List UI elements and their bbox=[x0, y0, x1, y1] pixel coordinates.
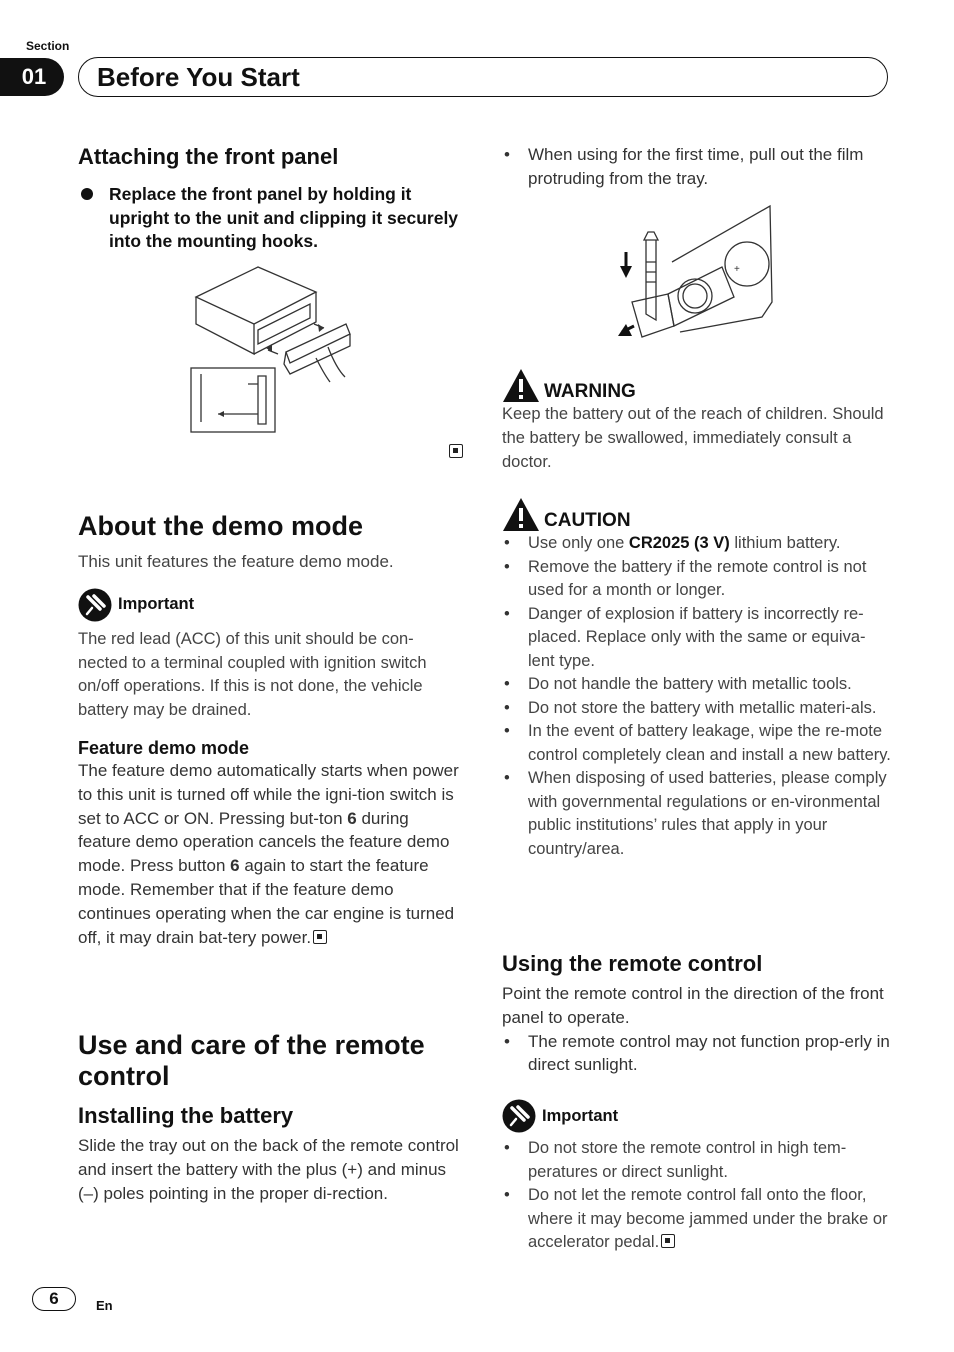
button-6-label: 6 bbox=[347, 808, 357, 828]
important-item-text: Do not let the remote control fall onto the floor, where it may become jammed under the brake or accelerator pedal. bbox=[528, 1186, 888, 1252]
installing-battery-text: Slide the tray out on the back of the remote control and insert the battery with the plus (+) and minus (–) poles pointing in the proper di-rection. bbox=[78, 1136, 459, 1203]
section-label: Section bbox=[26, 39, 70, 53]
important-icon bbox=[78, 588, 112, 622]
feature-demo-text bbox=[78, 759, 463, 949]
caution-block bbox=[502, 497, 892, 861]
caution-triangle-icon bbox=[502, 497, 540, 532]
feature-text-3: again to start the feature mode. Remember that if the feature demo continues operating when the car engine is turned off, it may drain bat-tery power. bbox=[78, 856, 455, 947]
remote-care-heading: Use and care of the remote control bbox=[78, 1030, 425, 1091]
first-use-text: • When using for the first time, pull out the film protruding from the tray. bbox=[502, 143, 892, 191]
using-remote-text: Point the remote control in the direction of the front panel to operate. bbox=[502, 984, 884, 1027]
language-label: En bbox=[96, 1298, 113, 1313]
attach-step-text: Replace the front panel by holding it upright to the unit and clipping it securely into the mounting hooks. bbox=[109, 184, 459, 251]
caution-list bbox=[502, 532, 892, 861]
button-6-label: 6 bbox=[230, 856, 240, 876]
feature-text-2: during feature demo operation cancels the feature demo mode. Press button bbox=[78, 808, 450, 876]
attach-section bbox=[78, 143, 463, 254]
caution-item: • Do not store the battery with metallic materi-als. bbox=[502, 697, 892, 721]
caution-item: • Remove the battery if the remote control is not used for a month or longer. bbox=[502, 556, 892, 603]
caution-item bbox=[502, 532, 892, 556]
section-title: Before You Start bbox=[97, 62, 300, 92]
caution-header bbox=[502, 497, 892, 532]
attach-heading: Attaching the front panel bbox=[78, 144, 339, 169]
using-important-header bbox=[502, 1099, 892, 1133]
end-mark-icon bbox=[449, 444, 463, 458]
important-item: • Do not store the remote control in high tem-peratures or direct sunlight. bbox=[502, 1137, 892, 1184]
demo-section bbox=[78, 510, 463, 949]
end-mark-icon bbox=[661, 1234, 675, 1248]
important-item bbox=[502, 1184, 892, 1255]
demo-heading: About the demo mode bbox=[78, 511, 363, 541]
warning-header bbox=[502, 368, 892, 403]
svg-text:+: + bbox=[734, 264, 740, 275]
end-mark-icon bbox=[313, 930, 327, 944]
using-remote-section bbox=[502, 950, 892, 1255]
using-remote-heading: Using the remote control bbox=[502, 951, 763, 976]
using-important-list bbox=[502, 1137, 892, 1255]
using-remote-bullet: • The remote control may not function prop-erly in direct sunlight. bbox=[502, 1030, 892, 1078]
battery-type: CR2025 (3 V) bbox=[628, 534, 730, 552]
demo-important-header bbox=[78, 588, 463, 622]
demo-important-text: The red lead (ACC) of this unit should be con-nected to a terminal coupled with ignition switch on/off operations. If this is not done, the vehicle battery may be drained. bbox=[78, 629, 427, 720]
caution-item: • When disposing of used batteries, please comply with governmental regulations or en-vironmental public institutions’ rules that apply in your country/area. bbox=[502, 767, 892, 861]
demo-intro: This unit features the feature demo mode. bbox=[78, 552, 394, 571]
step-bullet-icon bbox=[81, 188, 93, 200]
caution-item0-post: lithium battery. bbox=[729, 534, 841, 552]
page-number: 6 bbox=[32, 1287, 76, 1311]
installing-battery-heading: Installing the battery bbox=[78, 1103, 294, 1128]
front-panel-illustration bbox=[188, 262, 358, 437]
battery-tray-illustration bbox=[612, 202, 777, 342]
warning-triangle-icon bbox=[502, 368, 540, 403]
using-important-title: Important bbox=[542, 1106, 619, 1125]
warning-title: WARNING bbox=[544, 381, 636, 402]
feature-text-1: The feature demo automatically starts when power to this unit is turned off while the igni-tion switch is set to ACC or ON. Pressing but-ton bbox=[78, 760, 459, 828]
caution-title: CAUTION bbox=[544, 510, 631, 531]
caution-item: • In the event of battery leakage, wipe the re-mote control completely clean and install a new battery. bbox=[502, 720, 892, 767]
attach-step bbox=[78, 183, 463, 254]
warning-text: Keep the battery out of the reach of children. Should the battery be swallowed, immediately consult a doctor. bbox=[502, 405, 884, 471]
important-icon bbox=[502, 1099, 536, 1133]
feature-demo-heading: Feature demo mode bbox=[78, 737, 250, 758]
first-use-note bbox=[502, 143, 892, 191]
caution-item: • Do not handle the battery with metallic tools. bbox=[502, 673, 892, 697]
demo-important-title: Important bbox=[118, 595, 195, 614]
warning-block bbox=[502, 368, 892, 474]
remote-care-section bbox=[78, 1030, 463, 1205]
caution-item0-pre: Use only one bbox=[528, 534, 629, 552]
caution-item: • Danger of explosion if battery is incorrectly re-placed. Replace only with the same or equiva-lent type. bbox=[502, 603, 892, 674]
section-number-badge: 01 bbox=[0, 58, 64, 96]
